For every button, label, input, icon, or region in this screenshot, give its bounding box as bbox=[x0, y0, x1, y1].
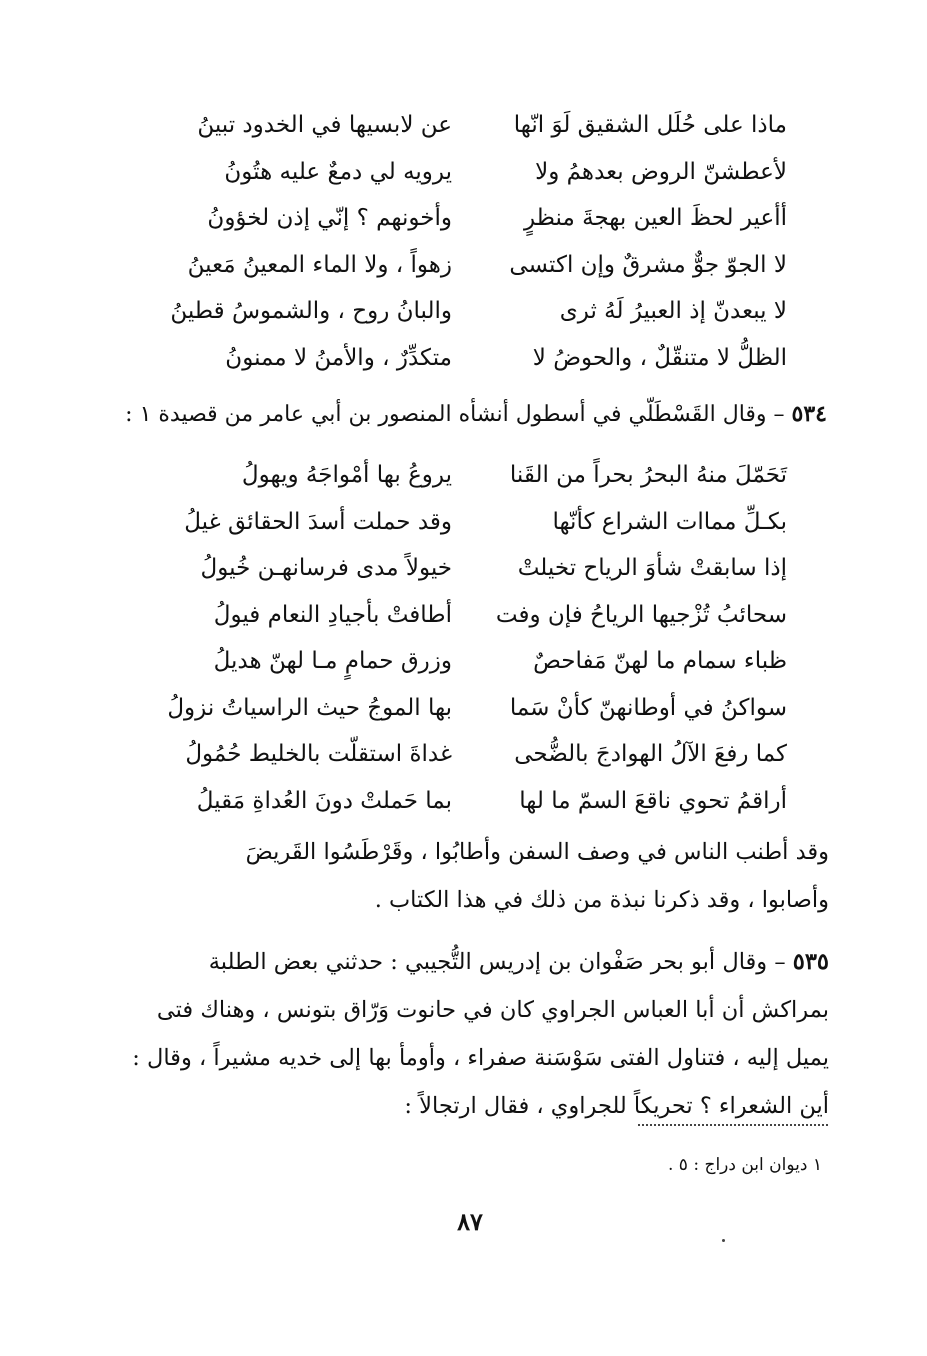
verse-second-hemistich: أطافتْ بأجيادِ النعام فيولُ bbox=[213, 601, 452, 628]
verse-second-hemistich: يروعُ بها أمْواجَهُ ويهولُ bbox=[241, 462, 452, 488]
verse-first-hemistich: بكـلِّ مماات الشراع كأنّها bbox=[552, 508, 787, 535]
verse-row bbox=[0, 102, 927, 149]
verse-second-hemistich: وقد حملت أسدَ الحقائق غيلُ bbox=[184, 508, 452, 535]
verse-row bbox=[0, 778, 927, 825]
verse-second-hemistich: والبانُ روح ، والشموسُ قطينُ bbox=[170, 298, 452, 324]
print-speck bbox=[722, 1239, 725, 1242]
section-paragraph-535 bbox=[129, 938, 829, 1130]
verse-row bbox=[0, 195, 927, 242]
section-first-line: – وقال أبو بحر صَفْوان بن إدريس التُّجيبي : حدثني بعض الطلبة bbox=[208, 949, 786, 975]
verse-row bbox=[0, 452, 927, 499]
poem-2 bbox=[0, 452, 927, 824]
footnote: ١ ديوان ابن دراج : ٥ . bbox=[667, 1155, 822, 1175]
verse-second-hemistich: وأخونهم ؟ إنّي إذن لخؤونُ bbox=[207, 205, 452, 231]
section-heading-534 bbox=[127, 394, 827, 435]
verse-first-hemistich: أراقمُ تحوي ناقعَ السمّ ما لها bbox=[519, 787, 787, 814]
verse-row bbox=[0, 335, 927, 382]
verse-row bbox=[0, 731, 927, 778]
verse-first-hemistich: سحائبُ تُزْجيها الرياحُ فإن وفت bbox=[495, 601, 787, 628]
verse-row bbox=[0, 592, 927, 639]
prose-line: بمراكش أن أبا العباس الجراوي كان في حانوت وَرّاق بتونس ، وهناك فتى bbox=[156, 997, 829, 1023]
verse-second-hemistich: خيولاً مدى فرسانهـن خُيولُ bbox=[200, 555, 452, 581]
verse-first-hemistich: ظباء سمام ما لهنّ مَفاحصٌ bbox=[533, 648, 787, 674]
verse-row bbox=[0, 685, 927, 732]
verse-second-hemistich: يرويه لي دمعٌ عليه هتُونُ bbox=[224, 158, 452, 185]
verse-row bbox=[0, 149, 927, 196]
verse-row bbox=[0, 545, 927, 592]
prose-line: يميل إليه ، فتناول الفتى سَوْسَنة صفراء ، وأومأ بها إلى خديه مشيراً ، وقال : bbox=[132, 1045, 829, 1071]
verse-second-hemistich: بها الموجُ حيث الراسياتُ نزولُ bbox=[167, 694, 452, 721]
verse-row bbox=[0, 499, 927, 546]
footnote-divider bbox=[638, 1124, 828, 1126]
verse-row bbox=[0, 288, 927, 335]
verse-second-hemistich: متكدِّرٌ ، والأمنُ لا ممنونُ bbox=[225, 344, 452, 371]
verse-first-hemistich: لا الجوّ جوٌّ مشرقٌ وإن اكتسى bbox=[509, 251, 787, 278]
prose-line: وقد أطنب الناس في وصف السفن وأطابُوا ، وقَرْطَسُوا القَريضَ bbox=[245, 839, 829, 865]
verse-first-hemistich: لا يبعدنّ إذ العبيرُ لَهُ ثرى bbox=[559, 298, 787, 324]
verse-first-hemistich: تَحَمّلَ منهُ البحرُ بحراً من القَنا bbox=[509, 462, 787, 488]
verse-second-hemistich: بما حَملتْ دونَ العُداةِ مَقيلُ bbox=[196, 787, 452, 814]
page-number: ٨٧ bbox=[457, 1207, 483, 1236]
verse-first-hemistich: الظلُّ لا متنقّلٌ ، والحوضُ لا bbox=[532, 344, 787, 371]
section-number: ٥٣٤ bbox=[791, 401, 827, 427]
prose-line: وأصابوا ، وقد ذكرنا نبذة من ذلك في هذا الكتاب . bbox=[374, 887, 829, 913]
prose-line bbox=[129, 938, 829, 986]
section-intro: – وقال القَسْطَلّي في أسطول أنشأه المنصور بن أبي عامر من قصيدة ١ : bbox=[125, 402, 785, 427]
verse-second-hemistich: غداةَ استقلّت بالخليط حُمُولُ bbox=[185, 741, 452, 767]
verse-first-hemistich: إذا سابقتْ شأوَ الرياح تخيلتْ bbox=[517, 555, 787, 581]
verse-second-hemistich: زهواً ، ولا الماء المعينُ مَعينُ bbox=[187, 251, 452, 278]
verse-first-hemistich: سواكنُ في أوطانهنّ كأنْ سَما bbox=[509, 694, 787, 721]
verse-first-hemistich: كما رفعَ الآلُ الهوادجَ بالضُّحى bbox=[514, 741, 787, 767]
verse-second-hemistich: وزرق حمامٍ مـا لهنّ هديلُ bbox=[213, 648, 452, 674]
verse-first-hemistich: أأعير لحظَ العين بهجةَ منظرٍ bbox=[523, 205, 787, 231]
prose-paragraph bbox=[129, 828, 829, 924]
verse-row bbox=[0, 638, 927, 685]
poem-1 bbox=[0, 102, 927, 381]
verse-second-hemistich: عن لابسيها في الخدود تبينُ bbox=[197, 112, 452, 138]
section-number: ٥٣٥ bbox=[792, 949, 829, 975]
prose-line: أين الشعراء ؟ تحريكاً للجراوي ، فقال ارتجالاً : bbox=[404, 1093, 829, 1119]
verse-first-hemistich: ماذا على حُلَل الشقيق لَوَ انّها bbox=[513, 112, 787, 138]
verse-row bbox=[0, 242, 927, 289]
verse-first-hemistich: لأعطشنّ الروض بعدهمُ ولا bbox=[535, 158, 787, 185]
